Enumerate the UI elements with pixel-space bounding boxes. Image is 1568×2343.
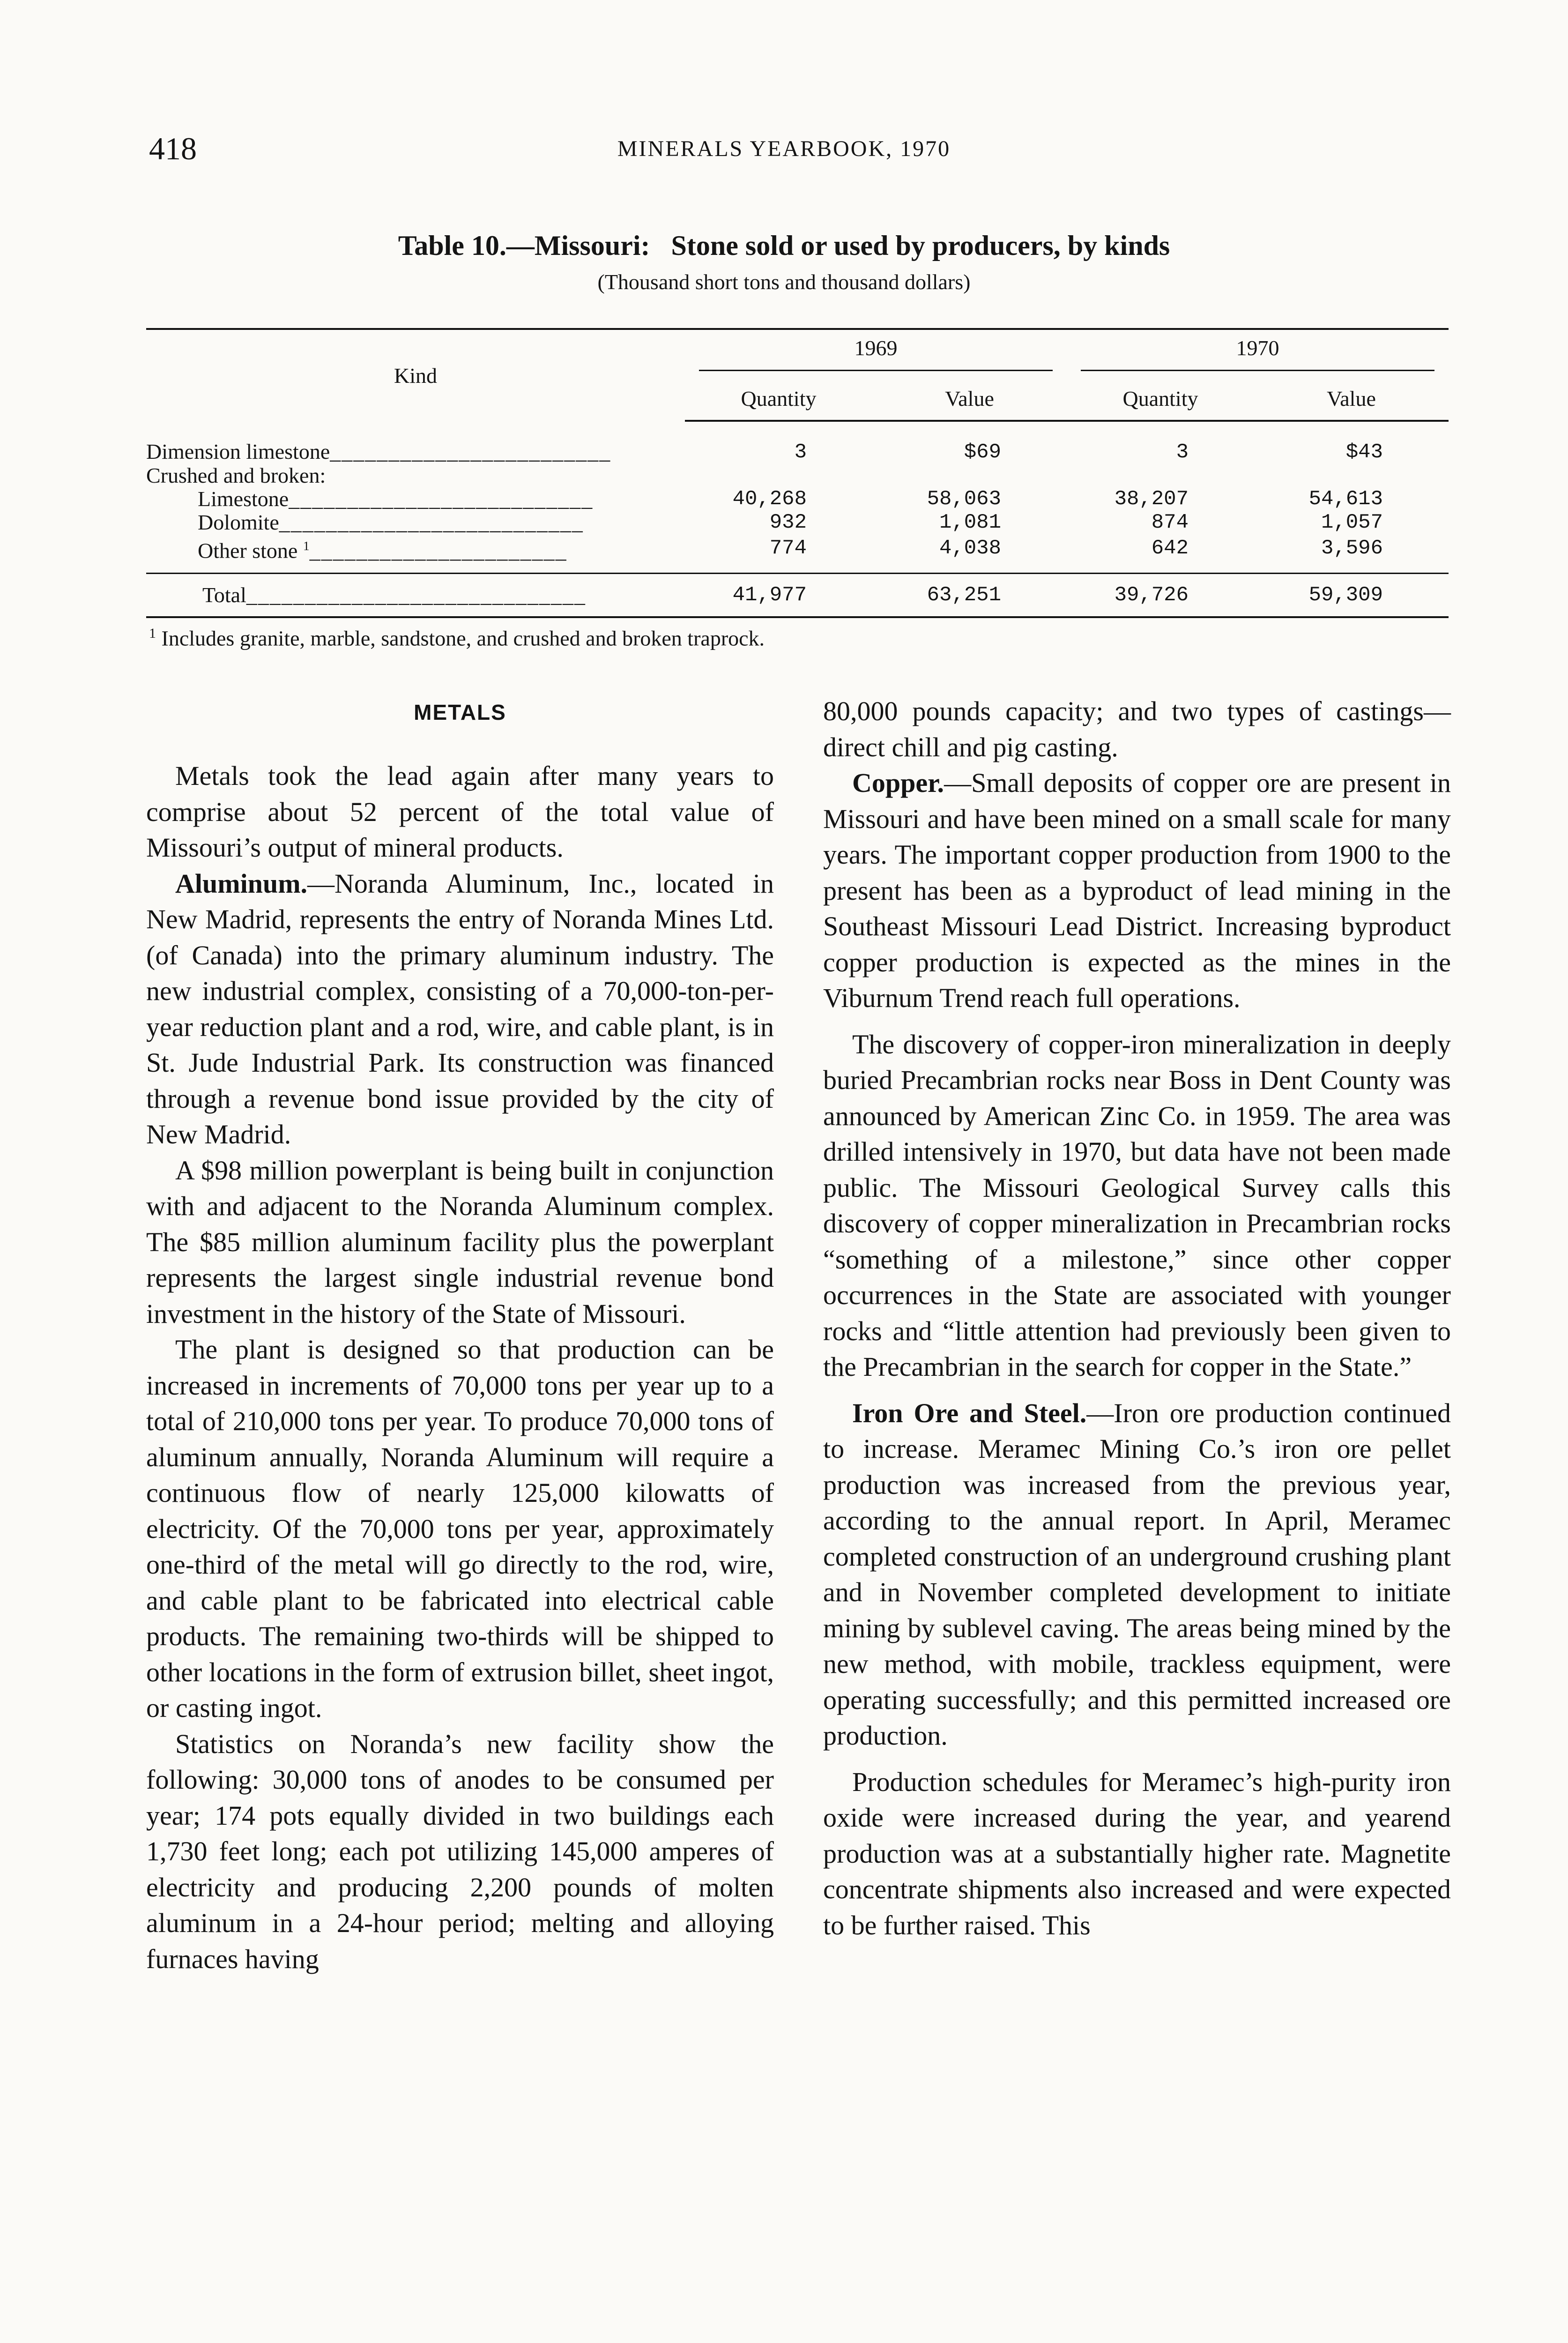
- cell-value-1969: $69: [964, 440, 1001, 464]
- run-in-heading: Aluminum.: [175, 868, 308, 899]
- paragraph: The plant is designed so that production can be increased in increments of 70,000 tons per year up to a total of 210,000 tons per year. To produce 70,000 tons of aluminum annually, Noranda Aluminum will require a continuous flow of nearly 125,000 kilowatts of electricity. Of the 70,000 tons per year, approximately one-third of the metal will go directly to the rod, wire, and cable plant to be fabricated into electrical cable products. The remaining two-thirds will be shipped to other locations in the form of extrusion billet, sheet ingot, or casting ingot.: [146, 1334, 774, 1723]
- year-header-1970: 1970: [1067, 329, 1449, 377]
- total-value-1970: 59,309: [1254, 574, 1449, 618]
- row-kind: Other stone: [198, 538, 298, 563]
- table-group-row: [146, 464, 1449, 487]
- cell-quantity-1969: 774: [769, 537, 807, 560]
- paragraph: A $98 million powerplant is being built in conjunction with and adjacent to the Noranda Aluminum complex. The $85 million aluminum facility plus the powerplant represents the largest single industrial revenue bond investment in the history of the State of Missouri.: [146, 1155, 774, 1329]
- cell-value-1969: 4,038: [939, 537, 1001, 560]
- total-quantity-1969: 41,977: [685, 574, 872, 618]
- paragraph: 80,000 pounds capacity; and two types of castings—direct chill and pig casting.: [823, 696, 1451, 762]
- cell-quantity-1970: 642: [1151, 537, 1189, 560]
- table-total-row: Total_____________________________ 41,977 63,251 39,726 59,309: [146, 574, 1449, 618]
- row-group-label: Crushed and broken:: [146, 464, 326, 487]
- cell-value-1969: 1,081: [939, 511, 1001, 534]
- paragraph-iron-ore: Iron Ore and Steel.—Iron ore production continued to increase. Meramec Mining Co.’s iron ore pellet production was increased from the previous year, according to the annual report. In April, Meramec completed construction of an underground crushing plant and in November completed development to initiate mining by sublevel caving. The areas being mined by the new method, with mobile, trackless equipment, were operating successfully; and this permitted increased ore production.: [823, 1397, 1451, 1751]
- cell-value-1969: 58,063: [927, 487, 1001, 511]
- cell-quantity-1969: 40,268: [732, 487, 807, 511]
- row-kind: Dolomite: [198, 511, 279, 534]
- total-quantity-1970: 39,726: [1067, 574, 1254, 618]
- table-row: Limestone__________________________ 40,268 58,063 38,207 54,613: [146, 487, 1449, 511]
- total-label: Total: [202, 583, 246, 607]
- paragraph: Metals took the lead again after many years to comprise about 52 percent of the total value of Missouri’s output of mineral products.: [146, 761, 774, 863]
- run-in-heading: Iron Ore and Steel.: [852, 1397, 1087, 1428]
- page-number: 418: [149, 131, 197, 166]
- run-in-heading: Copper.: [852, 768, 944, 798]
- table-subtitle: (Thousand short tons and thousand dollars): [597, 270, 971, 294]
- value-header-1970: Value: [1254, 377, 1449, 421]
- stone-table: [146, 328, 1449, 618]
- cell-value-1970: 54,613: [1308, 487, 1383, 511]
- section-heading-metals: METALS: [414, 700, 506, 724]
- cell-value-1970: 1,057: [1321, 511, 1383, 534]
- table-title: Table 10.—Missouri: Stone sold or used by producers, by kinds: [398, 230, 1170, 261]
- value-header-1969: Value: [872, 377, 1067, 421]
- paragraph: The discovery of copper-iron mineralization in deeply buried Precambrian rocks near Boss in Dent County was announced by American Zinc Co. in 1959. The area was drilled intensively in 1970, but data have not been made public. The Missouri Geological Survey calls this discovery of copper mineralization in Precambrian rocks “something of a milestone,” since other copper occurrences in the State are associated with younger rocks and “little attention had previously been given to the Precambrian in the search for copper in the State.”: [823, 1029, 1451, 1382]
- row-kind: Limestone: [198, 487, 289, 511]
- total-value-1969: 63,251: [872, 574, 1067, 618]
- cell-quantity-1970: 3: [1176, 440, 1189, 464]
- cell-quantity-1970: 874: [1151, 511, 1189, 534]
- cell-value-1970: $43: [1345, 440, 1383, 464]
- paragraph-aluminum: Aluminum.—Noranda Aluminum, Inc., located in New Madrid, represents the entry of Noranda Mines Ltd. (of Canada) into the primary aluminum industry. The new industrial complex, consisting of a 70,000-ton-per-year reduction plant and a rod, wire, and cable plant, is in St. Jude Industrial Park. Its construction was financed through a revenue bond issue provided by the city of New Madrid.: [146, 868, 774, 1149]
- cell-quantity-1969: 3: [794, 440, 807, 464]
- cell-quantity-1969: 932: [769, 511, 807, 534]
- year-header-1969: 1969: [685, 329, 1067, 377]
- table-row: Other stone $^1$______________________ 774 4,038 642 3,596: [146, 534, 1449, 574]
- footnote-text: Includes granite, marble, sandstone, and crushed and broken traprock.: [161, 626, 765, 650]
- table-row: Dimension limestone________________________ 3 $69 3 $43: [146, 421, 1449, 464]
- cell-value-1970: 3,596: [1321, 537, 1383, 560]
- left-column: [146, 694, 774, 1977]
- row-kind: Dimension limestone: [146, 440, 330, 463]
- footnote-marker: 1: [303, 538, 310, 553]
- cell-quantity-1970: 38,207: [1114, 487, 1189, 511]
- paragraph: Production schedules for Meramec’s high-purity iron oxide were increased during the year, and yearend production was at a substantially higher rate. Magnetite concentrate shipments also increased and were expected to be further raised. This: [823, 1766, 1451, 1940]
- paragraph: Statistics on Noranda’s new facility show the following: 30,000 tons of anodes to be consumed per year; 174 pots equally divided in two buildings each 1,730 feet long; each pot utilizing 145,000 amperes of electricity and producing 2,200 pounds of molten aluminum in a 24-hour period; melting and alloying furnaces having: [146, 1728, 774, 1974]
- quantity-header-1969: Quantity: [685, 377, 872, 421]
- footnote-mark: 1: [149, 626, 156, 641]
- right-column: [823, 694, 1451, 1943]
- running-title: MINERALS YEARBOOK, 1970: [617, 136, 951, 161]
- table-row: Dolomite__________________________ 932 1,081 874 1,057: [146, 511, 1449, 534]
- quantity-header-1970: Quantity: [1067, 377, 1254, 421]
- paragraph-copper: Copper.—Small deposits of copper ore are present in Missouri and have been mined on a small scale for many years. The important copper production from 1900 to the present has been as a byproduct of lead mining in the Southeast Missouri Lead District. Increasing byproduct copper production is expected as the mines in the Viburnum Trend reach full operations.: [823, 768, 1451, 1013]
- table-footnote: [149, 626, 765, 650]
- kind-column-header: Kind: [146, 329, 685, 421]
